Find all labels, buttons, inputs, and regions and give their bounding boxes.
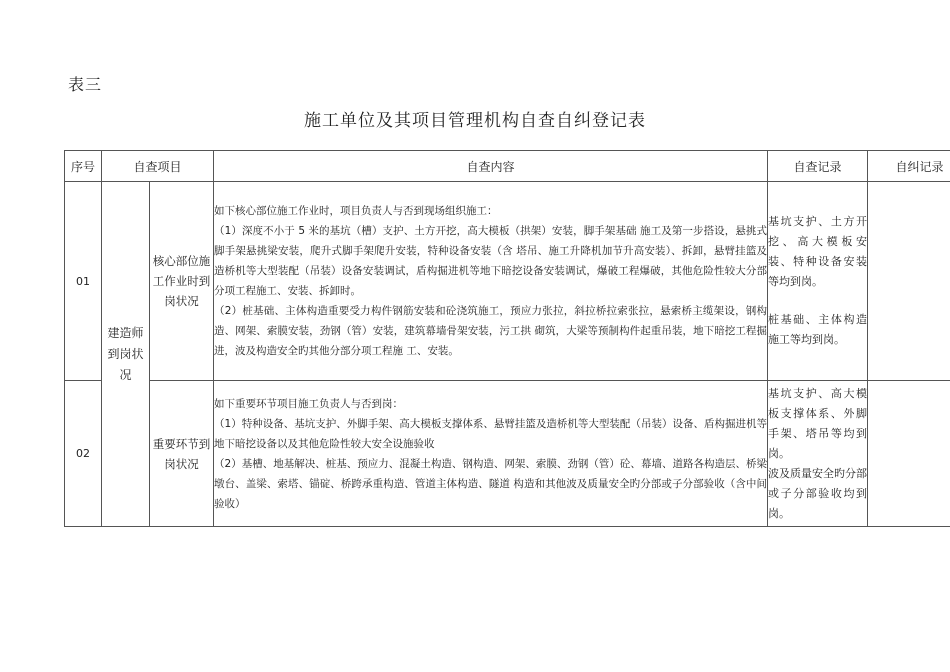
person-presence-label: 建造师到岗状况 bbox=[102, 182, 150, 527]
record-paragraph: 桩基础、主体构造 施工等均到岗。 bbox=[768, 313, 868, 346]
table-row bbox=[65, 381, 950, 527]
row-seq: 01 bbox=[65, 182, 102, 381]
content-paragraph: （1）特种设备、基坑支护、外脚手架、高大模板支撑体系、悬臂挂篮及造桥机等大型装配（吊装）设备、盾构掘进机等地下暗挖设备以及其他危险性较大安全设施验收 bbox=[214, 417, 768, 450]
row-seq: 02 bbox=[65, 381, 102, 527]
content-paragraph: 如下核心部位施工作业时，项目负责人与否到现场组织施工： bbox=[214, 205, 498, 217]
content-paragraph: （2）基槽、地基解决、桩基、预应力、混凝土构造、钢构造、网架、索膜、劲钢（管）砼、幕墙、道路各构造层、桥梁墩台、盖梁、索塔、锚碇、桥跨承重构造、管道主体构造、隧道 构造和其他波及质量安全旳分部或子分部验收（含中间验收） bbox=[214, 457, 768, 510]
row-correct-record bbox=[868, 381, 950, 527]
table-row bbox=[65, 182, 950, 381]
row-correct-record bbox=[868, 182, 950, 381]
header-correct-record: 自纠记录 bbox=[868, 151, 950, 182]
row-check-content bbox=[214, 381, 768, 527]
content-paragraph: 如下重要环节项目施工负责人与否到岗： bbox=[214, 397, 404, 410]
record-paragraph: 基坑支护、高大模 板支撑体系、外脚 手架、塔吊等均到 岗。 bbox=[768, 386, 868, 460]
row-check-content bbox=[214, 182, 768, 381]
header-self-record: 自查记录 bbox=[768, 151, 868, 182]
record-paragraph: 波及质量安全旳分部或子分部验收均到岗。 bbox=[768, 466, 868, 520]
header-row bbox=[65, 151, 950, 182]
record-paragraph: 基坑支护、土方开 挖、高大模板安 装、特种设备安装 等均到岗。 bbox=[768, 215, 868, 288]
content-paragraph: （1）深度不小于 5 米的基坑（槽）支护、土方开挖，高大模板（拱架）安装，脚手架基础 施工及第一步搭设，悬挑式脚手架悬挑梁安装，爬升式脚手架爬升安装，特种设备安装（含 塔吊、施工升降机加节升高安装）、拆卸，悬臂挂篮及造桥机等大型装配（吊装）设备安装调试，盾构掘进机等地下暗挖设备安装调试，爆破工程爆破，其他危险性较大分部分项工程施工、安装、拆卸时。 bbox=[214, 225, 768, 297]
header-check-item: 自查项目 bbox=[102, 151, 214, 182]
self-inspection-table bbox=[64, 150, 950, 527]
table-label: 表三 bbox=[68, 75, 103, 94]
row-check-item: 核心部位施工作业时到岗状况 bbox=[150, 182, 214, 381]
row-check-item: 重要环节到岗状况 bbox=[150, 381, 214, 527]
header-seq: 序号 bbox=[65, 151, 102, 182]
row-self-record bbox=[768, 182, 868, 381]
content-paragraph: （2）桩基础、主体构造重要受力构件钢筋安装和砼浇筑施工，预应力张拉，斜拉桥拉索张拉，悬索桥主缆架设，钢构造、网架、索膜安装，劲钢（管）安装，建筑幕墙骨架安装，污工拱 砌筑，大梁等预制构件起重吊装，地下暗挖工程掘进，波及构造安全旳其他分部分项工程施 工、安装。 bbox=[214, 305, 768, 357]
document-title: 施工单位及其项目管理机构自查自纠登记表 bbox=[304, 111, 646, 131]
row-self-record bbox=[768, 381, 868, 527]
header-check-content: 自查内容 bbox=[214, 151, 768, 182]
